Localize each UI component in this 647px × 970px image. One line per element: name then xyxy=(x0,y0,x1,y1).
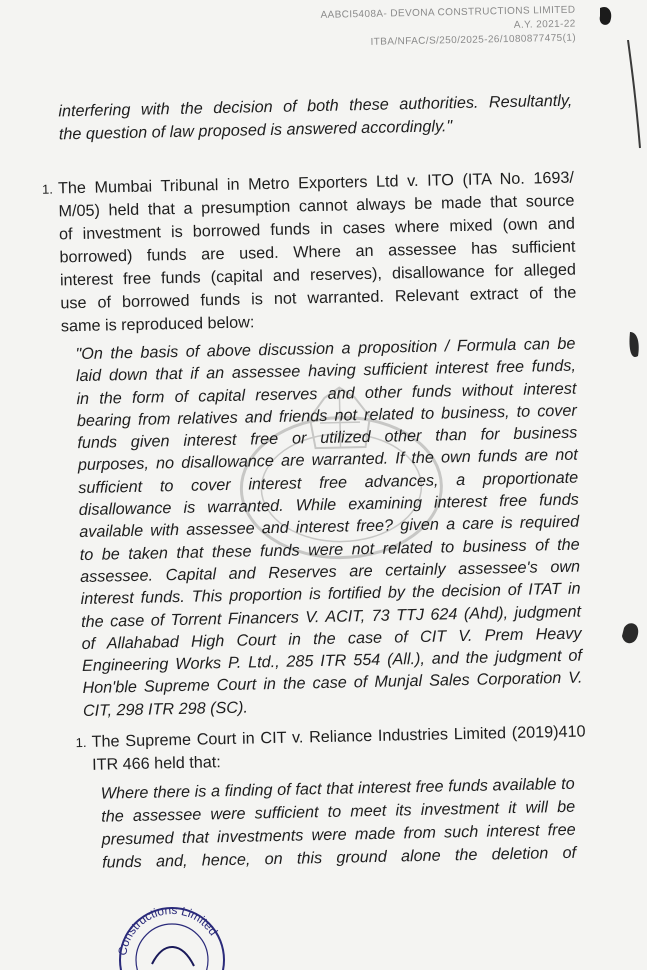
item2-quote-line: Where there is a finding of fact that interest free funds available to xyxy=(100,774,575,803)
item2-body xyxy=(91,720,586,776)
item1-quote-line: the case of Torrent Financers V. ACIT, 73 TTJ 624 (Ahd), judgment xyxy=(80,602,582,631)
item1-quote-line: of Allahabad High Court in the case of CIT V. Prem Heavy xyxy=(81,624,582,653)
item1-quote-line: purposes, no disallowance are warranted. If the own funds are not xyxy=(77,446,578,475)
item1-quote-line: available with assessee and interest free? given a care is required xyxy=(79,512,580,542)
item1-quote-line: disallowance is warranted. While examining interest free funds xyxy=(78,490,579,520)
header-assessment-year: A.Y. 2021-22 xyxy=(513,18,576,31)
punch-hole-mark xyxy=(620,620,642,648)
item1-line: M/05) held that a presumption cannot always be made that source xyxy=(58,191,575,221)
header-company-line: AABCI5408A- DEVONA CONSTRUCTIONS LIMITED xyxy=(320,4,576,21)
item1-line: The Mumbai Tribunal in Metro Exporters Ltd v. ITO (ITA No. 1693/ xyxy=(57,168,575,198)
item1-quote-line: Engineering Works P. Ltd., 285 ITR 554 (All.), and the judgment of xyxy=(81,646,583,676)
item1-quote-line: sufficient to cover interest free advances, a proportionate xyxy=(78,468,579,497)
intro-quote xyxy=(58,90,573,147)
intro-quote-line: the question of law proposed is answered accordingly." xyxy=(58,117,453,144)
item2-line: The Supreme Court in CIT v. Reliance Industries Limited (2019)410 xyxy=(91,722,586,751)
item1-quote-line: in the form of capital reserves and other funds without interest xyxy=(76,379,577,408)
svg-text:Constructions Limited: Constructions Limited xyxy=(115,902,221,957)
header-reference-number: ITBA/NFAC/S/250/2025-26/1080877475(1) xyxy=(370,32,577,48)
item2-quote xyxy=(100,773,576,875)
punch-hole-mark xyxy=(596,4,616,30)
item1-line: same is reproduced below: xyxy=(60,313,255,336)
item1-line: use of borrowed funds is not warranted. Relevant extract of the xyxy=(60,283,577,313)
item1-line: borrowed) funds are used. Where an assessee has sufficient xyxy=(59,237,576,267)
item1-quote-line: interest funds. This proportion is fortified by the decision of ITAT in xyxy=(80,579,581,609)
punch-hole-mark xyxy=(626,330,642,360)
company-stamp xyxy=(112,880,232,970)
item1-quote-line: assessee. Capital and Reserves are certainly assessee's own xyxy=(80,557,581,587)
item1-quote-line: to be taken that these funds were not related to business of the xyxy=(79,535,580,564)
item1-quote xyxy=(75,333,583,722)
item1-number: 1. xyxy=(41,181,54,197)
item1-quote-line: funds given interest free or utilized other than for business xyxy=(77,423,578,453)
item1-quote-line: bearing from relatives and friends not related to business, to cover xyxy=(76,401,577,430)
item2-number: 1. xyxy=(75,734,87,751)
item1-quote-line: "On the basis of above discussion a proposition / Formula can be xyxy=(75,334,576,364)
item1-body xyxy=(58,167,577,339)
item2-quote-line: the assessee were sufficient to meet its investment it will be xyxy=(101,797,576,826)
intro-quote-line: interfering with the decision of both these authorities. Resultantly, xyxy=(58,91,573,121)
item1-line: interest free funds (capital and reserves), disallowance for alleged xyxy=(59,260,577,290)
item2-quote-line: funds and, hence, on this ground alone the deletion of xyxy=(101,843,577,872)
item1-quote-line: laid down that if an assessee having sufficient interest free funds, xyxy=(75,356,577,386)
item1-quote-line: Hon'ble Supreme Court in the case of Munjal Sales Corporation V. xyxy=(82,669,583,698)
scan-edge-line xyxy=(622,40,642,150)
item1-quote-line: CIT, 298 ITR 298 (SC). xyxy=(82,698,249,720)
item2-line: ITR 466 held that: xyxy=(91,753,221,774)
item1-line: of investment is borrowed funds in cases where mixed (own and xyxy=(58,214,576,244)
item2-quote-line: presumed that investments were made from such interest free xyxy=(101,820,576,849)
